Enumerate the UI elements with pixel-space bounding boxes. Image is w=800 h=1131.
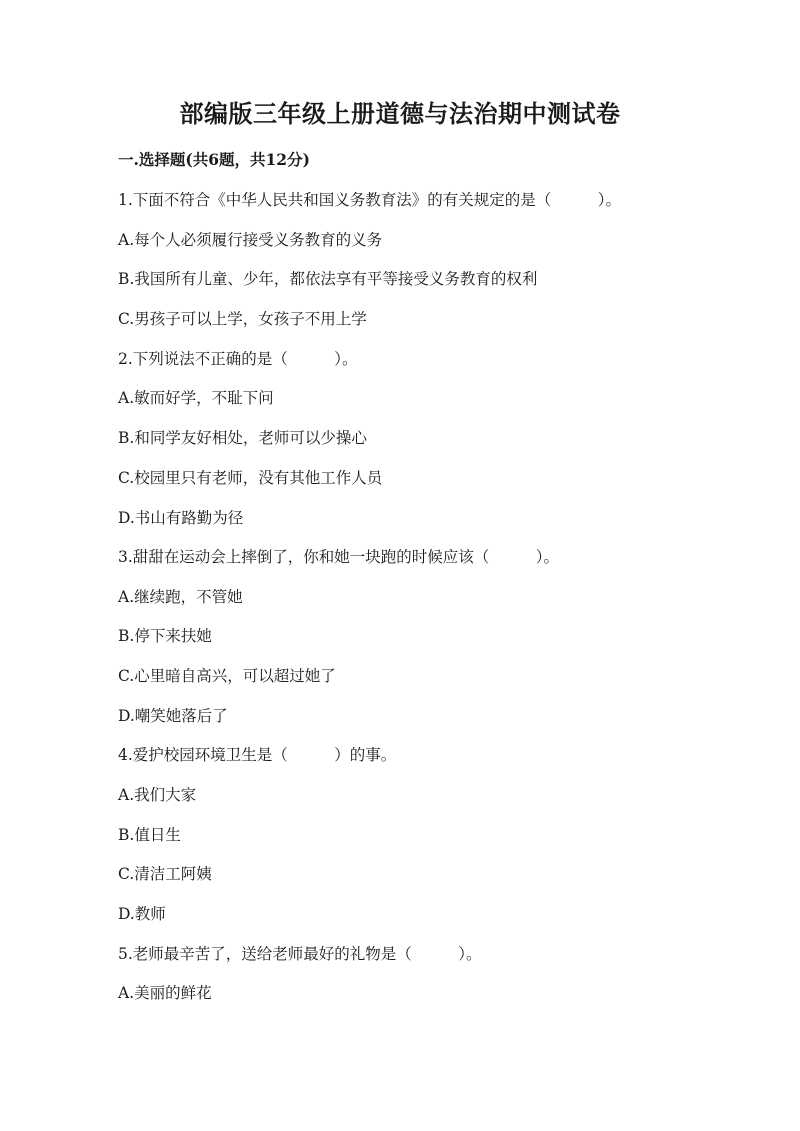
question-3: 3.甜甜在运动会上摔倒了，你和她一块跑的时候应该（ ）。 [118, 548, 560, 566]
question-4-option-a: A.我们大家 [118, 786, 197, 804]
question-3-option-c: C.心里暗自高兴，可以超过她了 [118, 667, 336, 685]
question-2-option-c: C.校园里只有老师，没有其他工作人员 [118, 469, 383, 487]
question-2: 2.下列说法不正确的是（ ）。 [118, 350, 358, 368]
question-2-option-a: A.敏而好学，不耻下问 [118, 389, 274, 407]
question-2-option-b: B.和同学友好相处，老师可以少操心 [118, 429, 367, 447]
question-3-option-a: A.继续跑，不管她 [118, 588, 243, 606]
section-heading: 一.选择题(共6题，共12分) [118, 150, 310, 169]
question-4-option-b: B.值日生 [118, 826, 181, 844]
question-1: 1.下面不符合《中华人民共和国义务教育法》的有关规定的是（ ）。 [118, 191, 622, 209]
page-title: 部编版三年级上册道德与法治期中测试卷 [179, 99, 621, 128]
question-4-option-c: C.清洁工阿姨 [118, 865, 212, 883]
question-3-option-d: D.嘲笑她落后了 [118, 707, 228, 725]
question-3-option-b: B.停下来扶她 [118, 627, 212, 645]
question-4-option-d: D.教师 [118, 905, 166, 923]
question-4: 4.爱护校园环境卫生是（ ）的事。 [118, 746, 397, 764]
question-1-option-a: A.每个人必须履行接受义务教育的义务 [118, 231, 383, 249]
question-1-option-b: B.我国所有儿童、少年，都依法享有平等接受义务教育的权利 [118, 270, 538, 288]
question-5: 5.老师最辛苦了，送给老师最好的礼物是（ ）。 [118, 945, 482, 963]
question-2-option-d: D.书山有路勤为径 [118, 509, 244, 527]
question-5-option-a: A.美丽的鲜花 [118, 984, 212, 1002]
question-1-option-c: C.男孩子可以上学，女孩子不用上学 [118, 310, 367, 328]
